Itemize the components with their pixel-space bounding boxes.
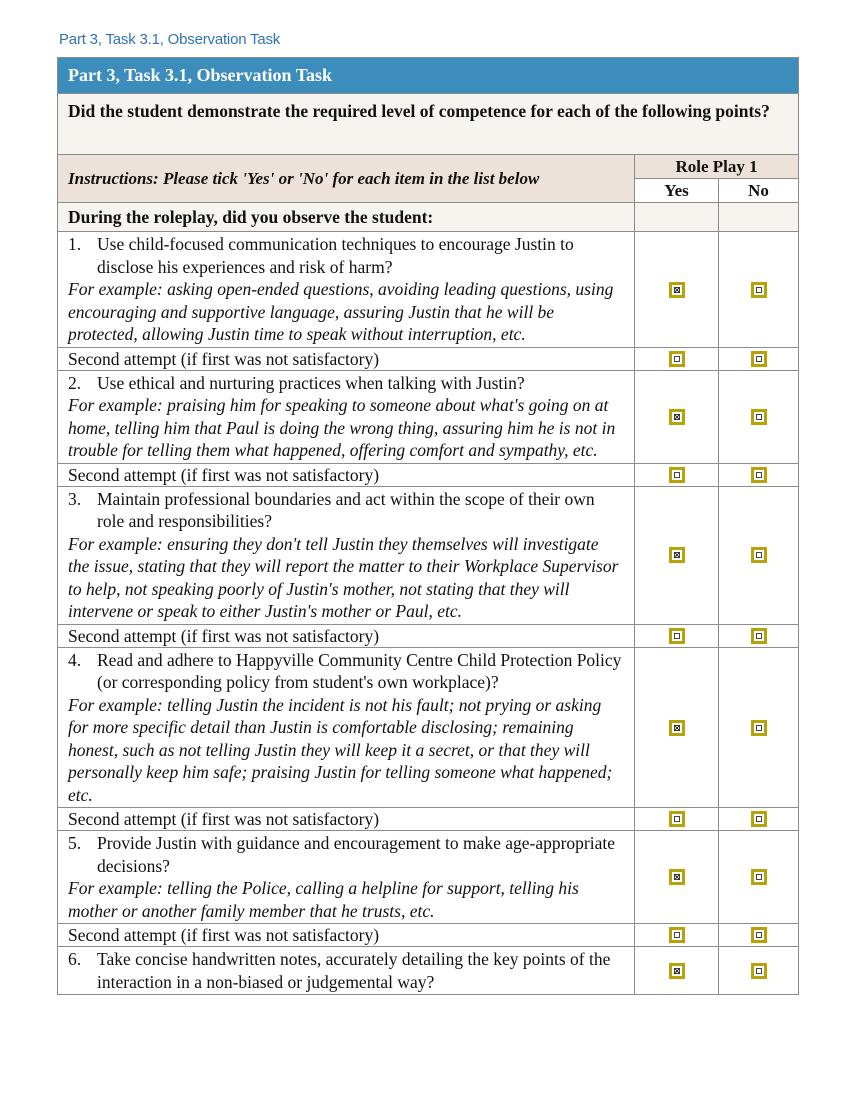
second-attempt-row — [58, 624, 799, 647]
item-number: 5. — [68, 833, 82, 853]
empty-checkbox-icon[interactable] — [751, 927, 767, 943]
second-attempt-label: Second attempt (if first was not satisfactory) — [58, 624, 635, 647]
checkbox-cell — [635, 463, 719, 486]
checkbox-cell — [635, 947, 719, 995]
empty-checkbox-icon[interactable] — [751, 351, 767, 367]
item-text-cell — [58, 831, 635, 924]
checkbox-cell — [719, 808, 799, 831]
item-example: For example: ensuring they don't tell Justin they themselves will investigate the issue, stating that they will report the matter to their Workplace Supervisor to help, not speaking poorly of Justin's mother, not stating that they will intervene or speak to either Justin's mother or Paul, etc. — [68, 533, 619, 621]
item-row — [58, 831, 799, 924]
item-question-text: Read and adhere to Happyville Community Centre Child Protection Policy (or corresponding policy from student's own workplace)? — [97, 649, 622, 692]
role-play-header: Role Play 1 — [635, 155, 799, 179]
item-example: For example: telling the Police, calling a helpline for support, telling his mother or another family member that he trusts, etc. — [68, 878, 579, 921]
checked-checkbox-icon[interactable] — [669, 282, 685, 298]
item-row — [58, 486, 799, 624]
empty-checkbox-icon[interactable] — [751, 628, 767, 644]
second-attempt-row — [58, 924, 799, 947]
checkbox-cell — [719, 463, 799, 486]
item-text-cell — [58, 647, 635, 808]
second-attempt-label: Second attempt (if first was not satisfactory) — [58, 463, 635, 486]
second-attempt-label: Second attempt (if first was not satisfactory) — [58, 808, 635, 831]
checkbox-cell — [719, 924, 799, 947]
second-attempt-row — [58, 808, 799, 831]
item-question — [68, 233, 624, 278]
checkbox-cell — [635, 232, 719, 348]
item-example: For example: praising him for speaking to someone about what's going on at home, telling him that Paul is doing the wrong thing, assuring him he is not in trouble for telling them what happened, offering comfort and sympathy, etc. — [68, 395, 616, 460]
item-question-text: Use ethical and nurturing practices when talking with Justin? — [97, 372, 525, 393]
item-question-text: Provide Justin with guidance and encouragement to make age-appropriate decisions? — [97, 833, 616, 876]
checkbox-cell — [719, 370, 799, 463]
item-row — [58, 232, 799, 348]
checkbox-cell — [635, 831, 719, 924]
item-text-cell — [58, 947, 635, 995]
item-question-text: Use child-focused communication techniques to encourage Justin to disclose his experiences and risk of harm? — [97, 234, 574, 277]
item-number: 3. — [68, 488, 82, 509]
empty-checkbox-icon[interactable] — [751, 963, 767, 979]
item-example: For example: telling Justin the incident is not his fault; not prying or asking for more specific detail than Justin is comfortable disclosing; remaining honest, such as not telling Justin they will keep it a secret, or that they will personally keep him safe; praising Justin for telling someone what happened; etc. — [68, 694, 613, 805]
instructions: Instructions: Please tick 'Yes' or 'No' for each item in the list below — [58, 155, 635, 203]
checked-checkbox-icon[interactable] — [669, 547, 685, 563]
table-title: Part 3, Task 3.1, Observation Task — [58, 58, 799, 94]
checkbox-cell — [635, 808, 719, 831]
checkbox-cell — [719, 232, 799, 348]
yes-header: Yes — [635, 179, 719, 203]
checkbox-cell — [635, 647, 719, 808]
no-header: No — [719, 179, 799, 203]
checked-checkbox-icon[interactable] — [669, 720, 685, 736]
empty-checkbox-icon[interactable] — [669, 927, 685, 943]
empty-checkbox-icon[interactable] — [751, 869, 767, 885]
checked-checkbox-icon[interactable] — [669, 869, 685, 885]
item-row — [58, 947, 799, 995]
empty-checkbox-icon[interactable] — [669, 811, 685, 827]
checkbox-cell — [635, 347, 719, 370]
during-roleplay-label: During the roleplay, did you observe the student: — [58, 203, 635, 232]
item-question — [68, 372, 624, 395]
item-question — [68, 832, 624, 877]
item-text-cell — [58, 370, 635, 463]
header-spacer — [635, 203, 719, 232]
checkbox-cell — [719, 947, 799, 995]
checkbox-cell — [719, 486, 799, 624]
header-spacer — [719, 203, 799, 232]
observation-table — [57, 57, 799, 995]
empty-checkbox-icon[interactable] — [669, 628, 685, 644]
page-heading: Part 3, Task 3.1, Observation Task — [59, 31, 281, 48]
item-text-cell — [58, 232, 635, 348]
item-question — [68, 649, 624, 694]
item-number: 2. — [68, 372, 82, 393]
checkbox-cell — [635, 624, 719, 647]
second-attempt-label: Second attempt (if first was not satisfactory) — [58, 347, 635, 370]
empty-checkbox-icon[interactable] — [751, 282, 767, 298]
checkbox-cell — [635, 924, 719, 947]
item-question-text: Take concise handwritten notes, accurately detailing the key points of the interaction in a non-biased or judgemental way? — [97, 949, 611, 992]
empty-checkbox-icon[interactable] — [669, 467, 685, 483]
item-number: 6. — [68, 949, 82, 969]
item-row — [58, 647, 799, 808]
empty-checkbox-icon[interactable] — [751, 720, 767, 736]
empty-checkbox-icon[interactable] — [751, 547, 767, 563]
checkbox-cell — [719, 647, 799, 808]
item-text-cell — [58, 486, 635, 624]
item-number: 4. — [68, 649, 82, 670]
item-question — [68, 948, 624, 993]
competence-question: Did the student demonstrate the required level of competence for each of the following points? — [58, 94, 799, 155]
checkbox-cell — [719, 831, 799, 924]
empty-checkbox-icon[interactable] — [751, 409, 767, 425]
checkbox-cell — [719, 624, 799, 647]
checkbox-cell — [635, 370, 719, 463]
item-question — [68, 488, 624, 533]
checkbox-cell — [719, 347, 799, 370]
checked-checkbox-icon[interactable] — [669, 963, 685, 979]
checkbox-cell — [635, 486, 719, 624]
checked-checkbox-icon[interactable] — [669, 409, 685, 425]
empty-checkbox-icon[interactable] — [669, 351, 685, 367]
item-question-text: Maintain professional boundaries and act within the scope of their own role and responsibilities? — [97, 488, 595, 531]
item-row — [58, 370, 799, 463]
second-attempt-row — [58, 463, 799, 486]
second-attempt-label: Second attempt (if first was not satisfactory) — [58, 924, 635, 947]
item-example: For example: asking open-ended questions, avoiding leading questions, using encouraging and supportive language, assuring Justin that he will be protected, allowing Justin time to speak without interruption, etc. — [68, 279, 614, 344]
item-number: 1. — [68, 234, 82, 254]
second-attempt-row — [58, 347, 799, 370]
empty-checkbox-icon[interactable] — [751, 811, 767, 827]
empty-checkbox-icon[interactable] — [751, 467, 767, 483]
